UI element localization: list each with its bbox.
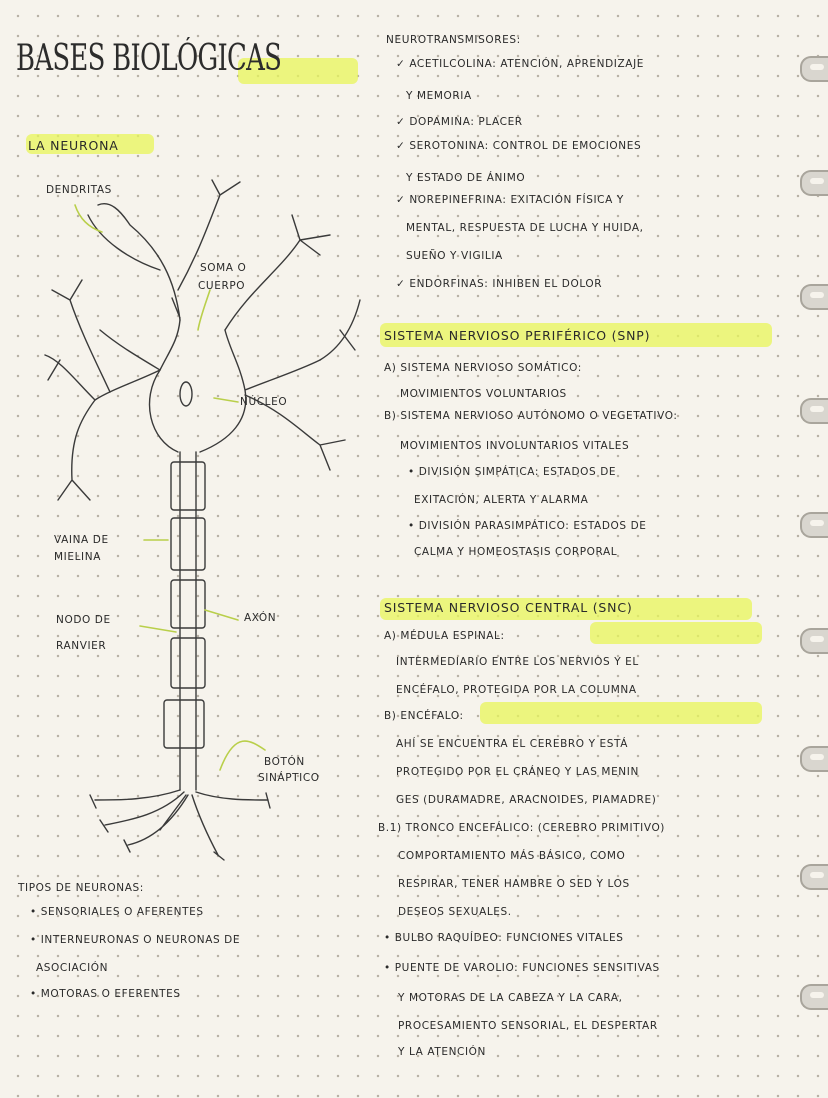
snc-line: A) MÉDULA ESPINAL: xyxy=(384,630,505,642)
soma-outline xyxy=(95,320,320,452)
snp-line: A) SISTEMA NERVIOSO SOMÁTICO: xyxy=(384,362,582,374)
snc-line: B.1) TRONCO ENCEFÁLICO: (CEREBRO PRIMITIVO) xyxy=(378,822,666,834)
myelin-segment xyxy=(171,580,205,628)
pointer-arrow xyxy=(198,290,210,330)
nucleus xyxy=(180,382,192,406)
snc-heading: SISTEMA NERVIOSO CENTRAL (SNC) xyxy=(384,600,633,615)
snp-line: MOVIMIENTOS INVOLUNTARIOS VITALES xyxy=(400,440,630,452)
neurotransmisor-line: Y ESTADO DE ÁNIMO xyxy=(406,172,526,184)
tipos-item: • MOTORAS O EFERENTES xyxy=(30,988,181,1000)
snc-line: • PUENTE DE VAROLIO: FUNCIONES SENSITIVAS xyxy=(384,962,660,974)
myelin-segment xyxy=(171,638,205,688)
snc-line: PROTEGIDO POR EL CRÁNEO Y LAS MENIN xyxy=(396,766,639,778)
myelin-segment xyxy=(164,700,204,748)
neurotransmisores-heading: NEUROTRANSMISORES: xyxy=(386,34,521,46)
label-nucleo: NÚCLEO xyxy=(240,396,288,408)
snc-line: RESPIRAR, TENER HAMBRE O SED Y LOS xyxy=(398,878,630,890)
neurotransmisor-line: ✓ DOPAMINA: PLACER xyxy=(396,116,523,128)
label-nodo-1: NODO DE xyxy=(56,614,111,626)
tipos-item: • SENSORIALES O AFERENTES xyxy=(30,906,204,918)
snp-line: • DIVISIÓN SIMPÁTICA: ESTADOS DE xyxy=(408,466,617,478)
myelin-segment xyxy=(171,462,205,510)
snc-line: GES (DURAMADRE, ARACNOIDES, PIAMADRE) xyxy=(396,794,657,806)
snc-line: • BULBO RAQUÍDEO: FUNCIONES VITALES xyxy=(384,932,624,944)
label-vaina-1: VAINA DE xyxy=(54,534,109,546)
snc-line: INTERMEDIARIO ENTRE LOS NERVIOS Y EL xyxy=(396,656,639,668)
label-boton-2: SINÁPTICO xyxy=(258,772,320,784)
axon-terminals xyxy=(95,790,268,855)
snc-line: AHÍ SE ENCUENTRA EL CEREBRO Y ESTÁ xyxy=(396,738,628,750)
label-dendritas: DENDRITAS xyxy=(46,184,112,196)
axon-line xyxy=(180,452,196,790)
pointer-arrow xyxy=(205,610,238,620)
label-soma-1: SOMA O xyxy=(200,262,247,274)
snp-heading: SISTEMA NERVIOSO PERIFÉRICO (SNP) xyxy=(384,328,651,343)
snc-line: DESEOS SEXUALES. xyxy=(398,906,512,918)
label-boton-1: BOTÓN xyxy=(264,756,305,768)
snp-line: CALMA Y HOMEOSTASIS CORPORAL xyxy=(414,546,618,558)
page-title: BASES BIOLÓGICAS xyxy=(16,38,282,79)
snc-line: PROCESAMIENTO SENSORIAL, EL DESPERTAR xyxy=(398,1020,658,1032)
snc-line: B) ENCÉFALO: xyxy=(384,710,464,722)
neurotransmisor-line: ✓ NOREPINEFRINA: EXITACIÓN FÍSICA Y xyxy=(396,194,624,206)
snc-line: Y MOTORAS DE LA CABEZA Y LA CARA, xyxy=(398,992,623,1004)
snp-line: • DIVISIÓN PARASIMPÁTICO: ESTADOS DE xyxy=(408,520,647,532)
tipos-item: • INTERNEURONAS O NEURONAS DE xyxy=(30,934,241,946)
neurona-heading: LA NEURONA xyxy=(28,138,119,153)
myelin-segment xyxy=(171,518,205,570)
label-vaina-2: MIELINA xyxy=(54,551,101,563)
pointer-arrow xyxy=(140,626,176,632)
neurotransmisor-line: ✓ ENDORFINAS: INHIBEN EL DOLOR xyxy=(396,278,603,290)
pointer-arrow xyxy=(75,205,102,232)
neurotransmisor-line: MENTAL, RESPUESTA DE LUCHA Y HUIDA, xyxy=(406,222,644,234)
label-axon: AXÓN xyxy=(244,612,277,624)
label-soma-2: CUERPO xyxy=(198,280,246,292)
snc-line: ENCÉFALO, PROTEGIDA POR LA COLUMNA xyxy=(396,684,637,696)
neurotransmisor-line: ✓ ACETILCOLINA: ATENCIÓN, APRENDIZAJE xyxy=(396,58,645,70)
pointer-arrow xyxy=(220,741,265,770)
pointer-arrow xyxy=(214,398,238,402)
label-nodo-2: RANVIER xyxy=(56,640,107,652)
snp-line: B) SISTEMA NERVIOSO AUTÓNOMO O VEGETATIVO: xyxy=(384,410,678,422)
neurotransmisor-line: SUEÑO Y VIGILIA xyxy=(406,250,503,262)
tipos-item: ASOCIACIÓN xyxy=(36,962,109,974)
snc-line: COMPORTAMIENTO MÁS BÁSICO, COMO xyxy=(398,850,626,862)
neurotransmisor-line: Y MEMORIA xyxy=(406,90,472,102)
snc-line: Y LA ATENCIÓN xyxy=(398,1046,486,1058)
tipos-heading: TIPOS DE NEURONAS: xyxy=(18,882,144,894)
snp-line: MOVIMIENTOS VOLUNTARIOS xyxy=(400,388,567,400)
neurotransmisor-line: ✓ SEROTONINA: CONTROL DE EMOCIONES xyxy=(396,140,642,152)
snp-line: EXITACIÓN, ALERTA Y ALARMA xyxy=(414,494,589,506)
